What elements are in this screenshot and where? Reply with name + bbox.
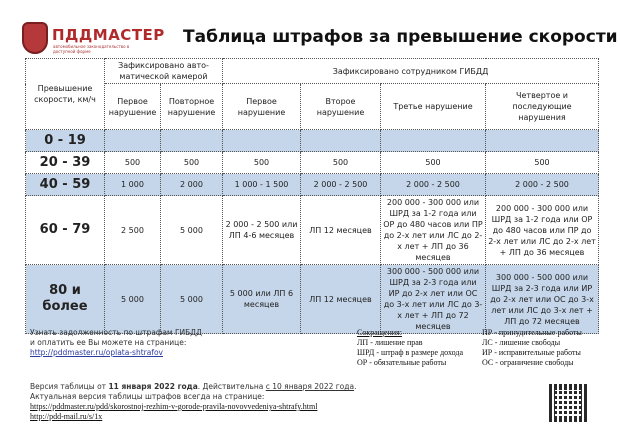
speed-cell: 0 - 19 — [26, 130, 105, 152]
version-line: Актуальная версия таблицы штрафов всегда на странице: — [30, 392, 265, 401]
fine-cell: 500 — [301, 152, 381, 174]
fine-cell: 200 000 - 300 000 или ШРД за 1-2 года или ОР до 480 часов или ПР до 2-х лет или ЛС до 2-х лет + ЛП до 36 месяцев — [486, 196, 599, 265]
debt-line: и оплатить ее Вы можете на странице: — [30, 338, 187, 347]
page-title: Таблица штрафов за превышение скорости — [183, 27, 618, 47]
table-row — [26, 174, 599, 196]
table-row — [26, 152, 599, 174]
short-link[interactable]: http://pdd-mail.ru/s/1x — [30, 412, 103, 421]
abbr-item: ОС - ограничение свободы — [482, 358, 574, 367]
qr-code-icon — [549, 384, 587, 422]
header-col: Повторное нарушение — [161, 84, 223, 130]
version-date: 11 января 2022 года — [108, 382, 198, 391]
payment-link[interactable]: http://pddmaster.ru/oplata-shtrafov — [30, 348, 163, 357]
actual-table-link[interactable]: https://pddmaster.ru/pdd/skorostnoj-rezhim-v-gorode-pravila-novovvedeniya-shtrafy.html — [30, 402, 318, 411]
header-col: Первое нарушение — [223, 84, 301, 130]
fine-cell: 2 000 - 2 500 — [486, 174, 599, 196]
fine-cell — [301, 130, 381, 152]
fine-cell: 500 — [486, 152, 599, 174]
abbreviations-right — [482, 328, 582, 368]
table-row — [26, 130, 599, 152]
abbr-item: ШРД - штраф в размере дохода — [357, 348, 464, 357]
speed-cell: 60 - 79 — [26, 196, 105, 265]
fine-cell: 5 000 — [161, 265, 223, 334]
fine-cell: 1 000 - 1 500 — [223, 174, 301, 196]
fine-cell: 5 000 или ЛП 6 месяцев — [223, 265, 301, 334]
version-mid: . Действительна — [197, 382, 266, 391]
header-col: Четвертое и последующие нарушения — [486, 84, 599, 130]
speed-cell: 40 - 59 — [26, 174, 105, 196]
debt-info — [30, 328, 202, 358]
fine-cell: 5 000 — [161, 196, 223, 265]
abbr-item: ОР - обязательные работы — [357, 358, 447, 367]
logo-name: ПДДМАСТЕР — [52, 26, 165, 44]
fine-cell: 2 500 — [105, 196, 161, 265]
fine-cell: 500 — [105, 152, 161, 174]
fine-cell: 1 000 — [105, 174, 161, 196]
header-col: Второе нарушение — [301, 84, 381, 130]
header-camera: Зафиксировано авто-матической камерой — [105, 59, 223, 84]
fine-cell: 500 — [223, 152, 301, 174]
speed-cell: 80 и более — [26, 265, 105, 334]
abbr-item: ЛП - лишение прав — [357, 338, 423, 347]
version-info — [30, 382, 540, 422]
version-prefix: Версия таблицы от — [30, 382, 109, 391]
abbr-item: ЛС - лишение свободы — [482, 338, 561, 347]
fine-cell: 300 000 - 500 000 или ШРД за 2-3 года или ИР до 2-х лет или ОС до 3-х лет или ЛС до 3-х лет + ЛП до 72 месяцев — [381, 265, 486, 334]
fine-cell: 2 000 - 2 500 — [301, 174, 381, 196]
header-col: Третье нарушение — [381, 84, 486, 130]
fine-cell: 2 000 — [161, 174, 223, 196]
fine-cell — [161, 130, 223, 152]
logo — [22, 22, 172, 56]
logo-tagline: автомобильное законодательство в доступной форме — [53, 44, 130, 54]
fine-cell: 200 000 - 300 000 или ШРД за 1-2 года или ОР до 480 часов или ПР до 2-х лет или ЛС до 2-х лет + ЛП до 36 месяцев — [381, 196, 486, 265]
header-officer: Зафиксировано сотрудником ГИБДД — [223, 59, 599, 84]
fine-cell — [381, 130, 486, 152]
fine-cell: 2 000 - 2 500 — [381, 174, 486, 196]
fine-cell: ЛП 12 месяцев — [301, 196, 381, 265]
abbr-item: ПР - принудительные работы — [482, 328, 582, 337]
fine-cell: 300 000 - 500 000 или ШРД за 2-3 года или ИР до 2-х лет или ОС до 3-х лет или ЛС до 3-х лет + ЛП до 72 месяцев — [486, 265, 599, 334]
fine-cell: 500 — [161, 152, 223, 174]
abbr-item: ИР - исправительные работы — [482, 348, 581, 357]
fine-cell — [223, 130, 301, 152]
table-row — [26, 265, 599, 334]
table-row — [26, 196, 599, 265]
fine-cell — [486, 130, 599, 152]
fine-cell: 500 — [381, 152, 486, 174]
version-end: . — [354, 382, 357, 391]
fine-cell — [105, 130, 161, 152]
speed-cell: 20 - 39 — [26, 152, 105, 174]
fine-cell: 2 000 - 2 500 или ЛП 4-6 месяцев — [223, 196, 301, 265]
header-col: Первое нарушение — [105, 84, 161, 130]
fines-table — [25, 58, 599, 334]
valid-date: с 10 января 2022 года — [265, 382, 355, 391]
shield-icon — [22, 22, 48, 54]
abbreviations-left — [357, 328, 463, 368]
header-speed: Превышение скорости, км/ч — [26, 59, 105, 130]
abbreviations-title: Сокращения: — [357, 328, 402, 337]
fine-cell: 5 000 — [105, 265, 161, 334]
fine-cell: ЛП 12 месяцев — [301, 265, 381, 334]
debt-line: Узнать задолженность по штрафам ГИБДД — [30, 328, 203, 337]
